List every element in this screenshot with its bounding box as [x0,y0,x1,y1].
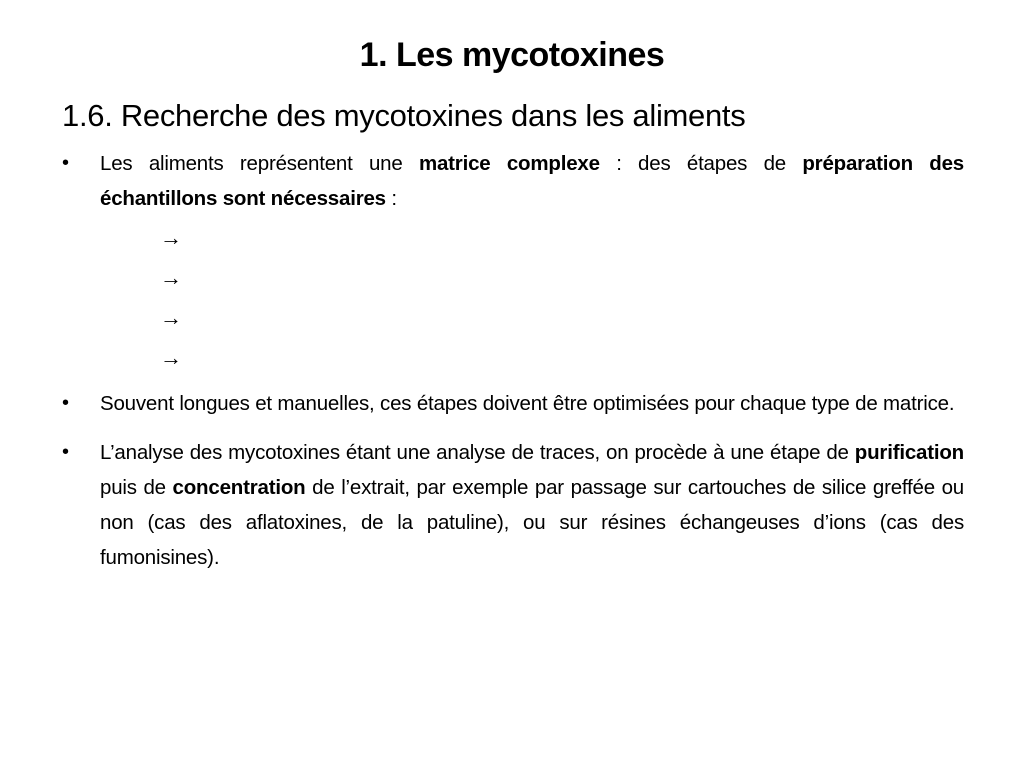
slide-subtitle: 1.6. Recherche des mycotoxines dans les aliments [62,98,746,133]
bold-term: purification [854,441,964,464]
slide-title: 1. Les mycotoxines [359,36,665,74]
bullet-text: de l’extrait, par exemple par passage sur cartouches de silice greffée ou non (cas des aflatoxines, de la patuline), ou sur résines échangeuses d’ions (cas des fumonisines). [100,476,965,569]
bullet-item-matrix [62,146,964,216]
bullet-dot-icon: • [62,441,69,463]
arrow-list [62,218,964,378]
bullet-dot-icon: • [62,152,69,174]
bullet-text: Les aliments représentent une [100,152,419,175]
slide-content [62,146,964,575]
bold-term: préparation des échantillons sont nécessaires [100,152,965,210]
bullet-item-optimization [62,386,964,421]
arrow-right-icon: → [160,345,182,370]
arrow-right-icon: → [160,305,182,330]
bold-term: concentration [172,476,306,499]
bullet-text: : [385,187,397,210]
bullet-text: Souvent longues et manuelles, ces étapes doivent être optimisées pour chaque type de matrice. [100,392,955,415]
bold-term: matrice complexe [418,152,600,175]
bullet-text: puis de [100,476,173,499]
arrow-right-icon: → [160,225,182,250]
arrow-right-icon: → [160,265,182,290]
bullet-dot-icon: • [62,392,69,414]
bullet-item-purification [62,435,964,575]
bullet-text: : des étapes de [599,152,803,175]
bullet-text: L’analyse des mycotoxines étant une analyse de traces, on procède à une étape de [100,441,855,464]
